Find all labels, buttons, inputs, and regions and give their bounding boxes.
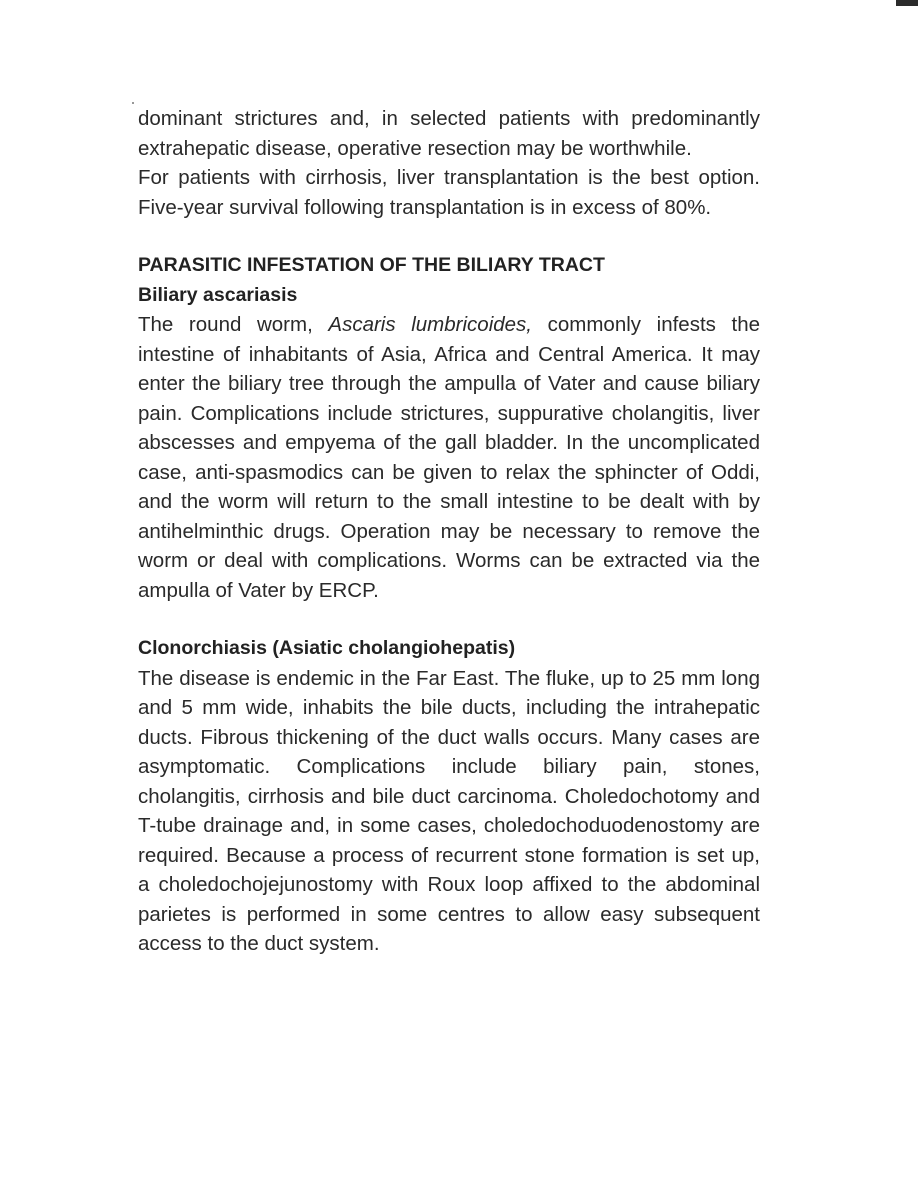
ascariasis-paragraph [138,310,760,605]
ascariasis-text-rest: commonly infests the intestine of inhabitants of Asia, Africa and Central America. It may enter the biliary tree through the ampulla of Vater and cause biliary pain. Complications include strictures, suppurative cholangitis, liver abscesses and empyema of the gall bladder. In the uncomplicated case, anti-spasmodics can be given to relax the sphincter of Oddi, and the worm will return to the small intestine to be dealt with by antihelminthic drugs. Operation may be necessary to remove the worm or deal with complications. Worms can be extracted via the ampulla of Vater by ERCP. [138,313,760,602]
ascariasis-heading: Biliary ascariasis [138,283,298,306]
intro-paragraph-2: For patients with cirrhosis, liver transplantation is the best option. Five-year survival following transplantation is in excess of 80%. [138,166,760,219]
ascariasis-text-start: The round worm, [138,313,329,336]
clonorchiasis-paragraph: The disease is endemic in the Far East. The fluke, up to 25 mm long and 5 mm wide, inhabits the bile ducts, including the intrahepatic ducts. Fibrous thickening of the duct walls occurs. Many cases are asymptomatic. Complications include biliary pain, stones, cholangitis, cirrhosis and bile duct carcinoma. Choledochotomy and T-tube drainage and, in some cases, choledochoduodenostomy are required. Because a process of recurrent stone formation is set up, a choledochojejunostomy with Roux loop affixed to the abdominal parietes is performed in some centres to allow easy subsequent access to the duct system. [138,666,760,955]
ascaris-species-name: Ascaris lumbricoides, [328,313,532,336]
clonorchiasis-heading: Clonorchiasis (Asiatic cholangiohepatis) [138,637,516,659]
section-heading: PARASITIC INFESTATION OF THE BILIARY TRACT [138,254,605,276]
scan-dot-mark [132,102,134,104]
document-page [138,104,760,959]
scan-corner-mark [896,0,918,6]
intro-paragraph-1: dominant strictures and, in selected patients with predominantly extrahepatic disease, operative resection may be worthwhile. [138,107,760,160]
